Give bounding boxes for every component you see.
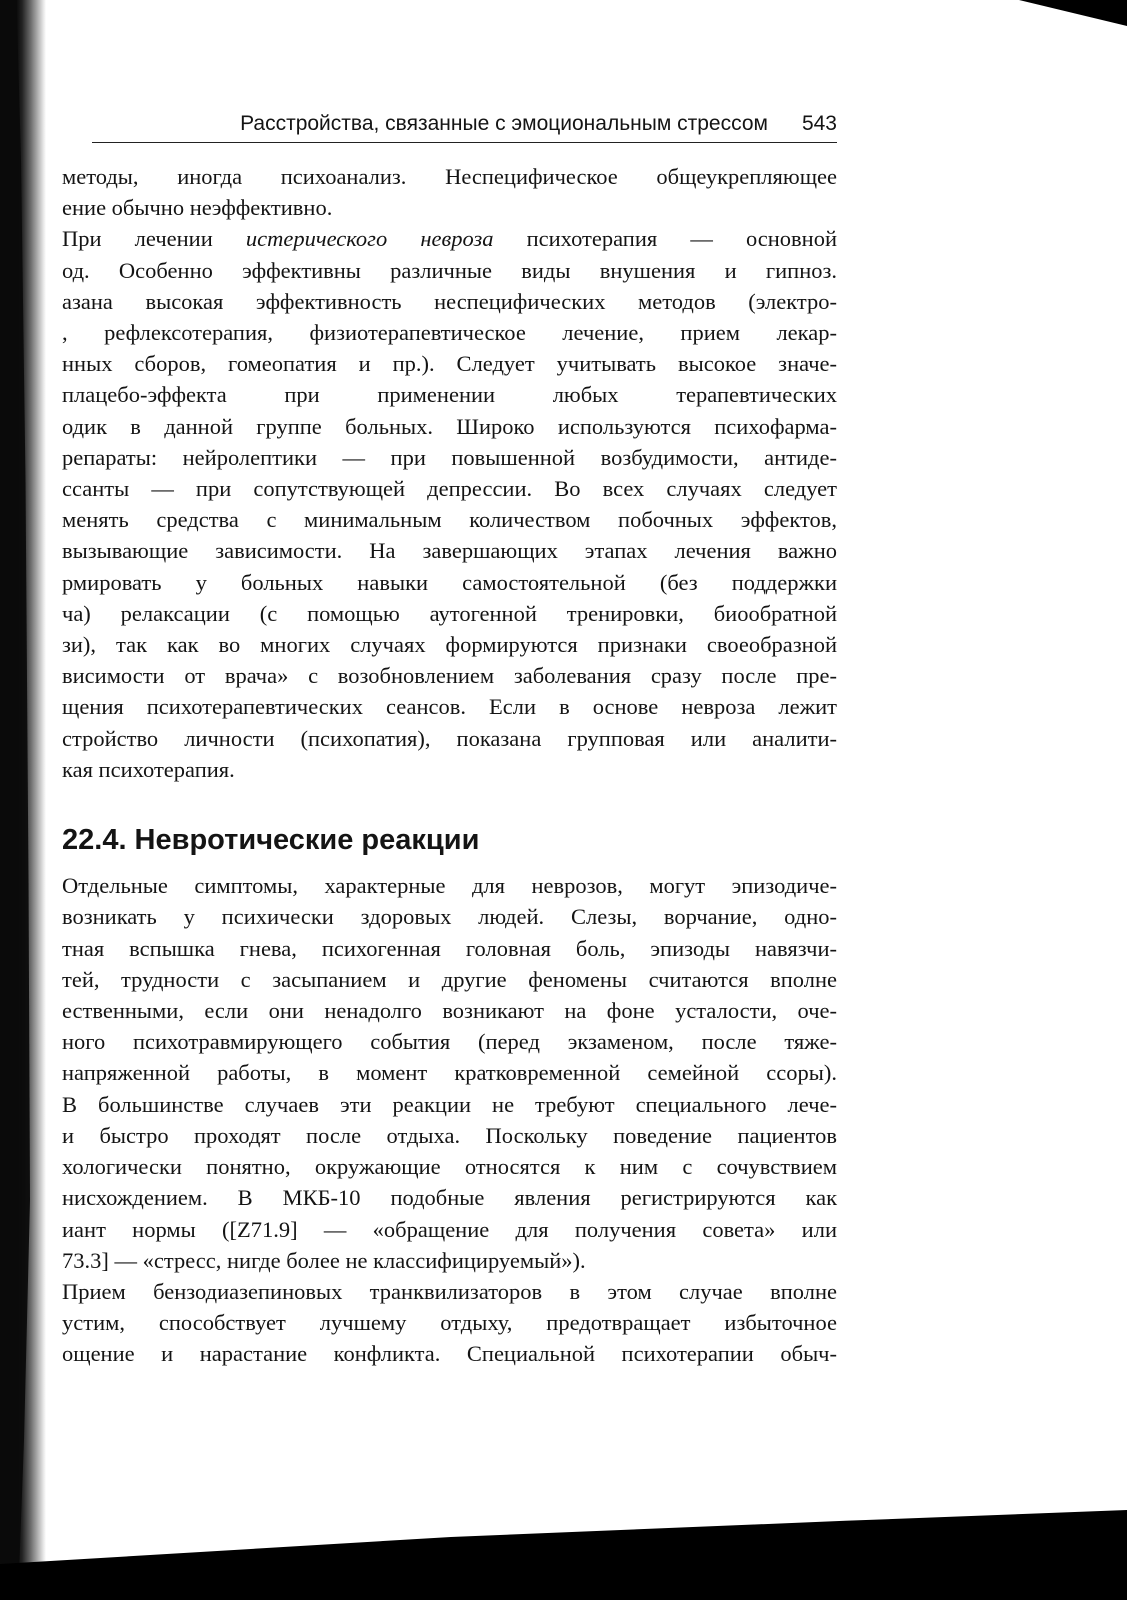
text-line: иант нормы ([Z71.9] — «обращение для получения совета» или — [62, 1216, 837, 1242]
paragraph-4 — [62, 1276, 837, 1370]
scan-corner-shadow — [1007, 0, 1127, 26]
book-page — [62, 112, 837, 1370]
text-line: стройство личности (психопатия), показана групповая или аналити- — [62, 725, 837, 751]
section-heading: 22.4. Невротические реакции — [62, 824, 480, 857]
text-line: тная вспышка гнева, психогенная головная боль, эпизоды навязчи- — [62, 935, 837, 961]
scan-shadow-bottom — [0, 1510, 1127, 1600]
text-line: хологически понятно, окружающие относятся к ним с сочувствием — [62, 1154, 837, 1180]
text-line: возникать у психически здоровых людей. Слезы, ворчание, одно- — [62, 904, 837, 930]
text-line — [62, 223, 837, 254]
text-line: устим, способствует лучшему отдыху, предотвращает избыточное — [62, 1310, 837, 1336]
page-number: 543 — [801, 112, 837, 135]
text-fragment: При лечении — [62, 226, 246, 252]
text-line: од. Особенно эффективны различные виды внушения и гипноз. — [62, 257, 837, 283]
text-line: , рефлексотерапия, физиотерапевтическое лечение, прием лекар- — [62, 320, 837, 346]
text-line: рмировать у больных навыки самостоятельной (без поддержки — [62, 569, 837, 595]
paragraph-2 — [62, 223, 837, 785]
text-line: зи), так как во многих случаях формируются признаки своеобразной — [62, 632, 837, 658]
paragraph-3 — [62, 870, 837, 1276]
text-line: ча) релаксации (с помощью аутогенной тренировки, биообратной — [62, 600, 837, 626]
text-line: нисхождением. В МКБ-10 подобные явления регистрируются как — [62, 1185, 837, 1211]
text-line: ного психотравмирующего события (перед экзаменом, после тяже- — [62, 1029, 837, 1055]
emphasis-term: истерического невроза — [245, 226, 494, 252]
main-text — [62, 161, 837, 1370]
text-line: ественными, если они ненадолго возникают на фоне усталости, оче- — [62, 998, 837, 1024]
text-line: висимости от врача» с возобновлением заболевания сразу после пре- — [62, 663, 837, 689]
text-line: методы, иногда психоанализ. Неспецифическое общеукрепляющее — [62, 164, 837, 189]
text-line: В большинстве случаев эти реакции не требуют специального лече- — [62, 1091, 837, 1117]
text-line: менять средства с минимальным количеством побочных эффектов, — [62, 507, 837, 533]
text-line: тей, трудности с засыпанием и другие феномены считаются вполне — [62, 966, 837, 992]
text-line: репараты: нейролептики — при повышенной возбудимости, антиде- — [62, 444, 837, 470]
text-line: щения психотерапевтических сеансов. Если в основе невроза лежит — [62, 694, 837, 720]
running-header — [92, 112, 837, 143]
text-fragment: психотерапия — основной — [493, 226, 838, 252]
text-line: кая психотерапия. — [62, 756, 235, 782]
text-line: и быстро проходят после отдыха. Поскольку поведение пациентов — [62, 1122, 837, 1148]
text-line: ссанты — при сопутствующей депрессии. Во всех случаях следует — [62, 476, 837, 502]
text-line: Отдельные симптомы, характерные для неврозов, могут эпизодиче- — [62, 873, 837, 899]
text-line: напряженной работы, в момент кратковременной семейной ссоры). — [62, 1060, 837, 1086]
text-line: Прием бензодиазепиновых транквилизаторов в этом случае вполне — [62, 1278, 837, 1304]
running-header-title: Расстройства, связанные с эмоциональным стрессом — [240, 112, 768, 135]
text-line: плацебо-эффекта при применении любых терапевтических — [62, 382, 837, 408]
text-line: 73.3] — «стресс, нигде более не классифицируемый»). — [62, 1247, 586, 1273]
text-line: азана высокая эффективность неспецифических методов (электро- — [62, 288, 837, 314]
text-line: ощение и нарастание конфликта. Специальной психотерапии обыч- — [62, 1341, 837, 1367]
text-line: нных сборов, гомеопатия и пр.). Следует учитывать высокое значе- — [62, 351, 837, 377]
text-line: одик в данной группе больных. Широко используются психофарма- — [62, 413, 837, 439]
text-line: вызывающие зависимости. На завершающих этапах лечения важно — [62, 538, 837, 564]
text-line: ение обычно неэффективно. — [62, 195, 333, 221]
paragraph-1 — [62, 161, 837, 223]
